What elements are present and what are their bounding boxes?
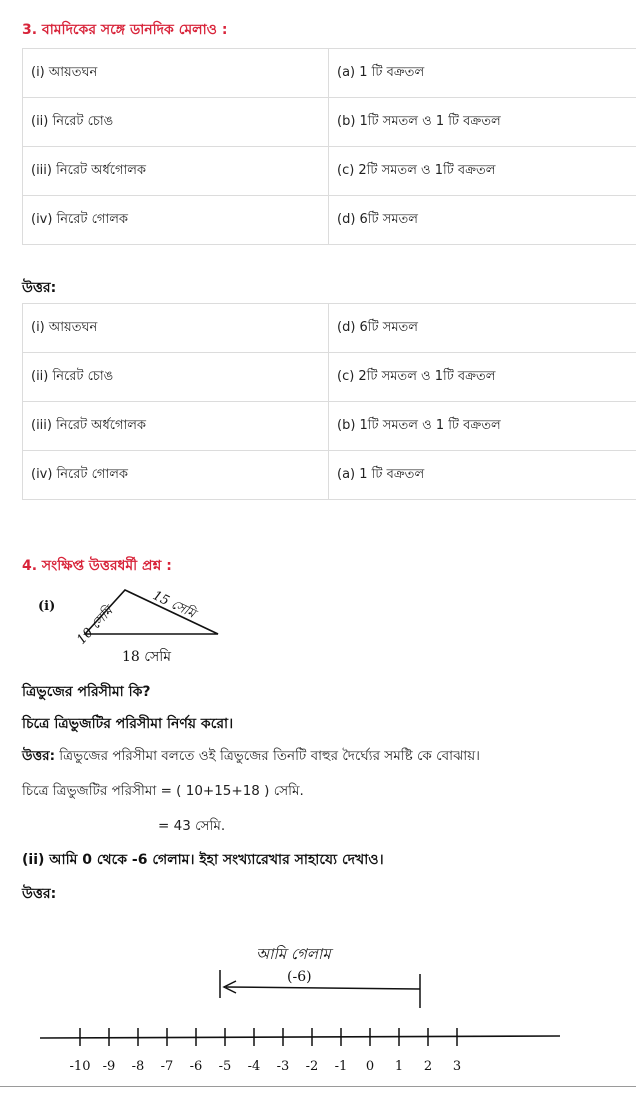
number-line-tick-label: -3 xyxy=(276,1059,290,1074)
right-cell: (c) 2টি সমতল ও 1টি বক্রতল xyxy=(329,147,636,196)
number-line-tick-label: -5 xyxy=(218,1059,232,1074)
left-cell: (i) আয়তঘন xyxy=(23,304,329,353)
triangle-side-b: 15 সেমি xyxy=(150,588,198,622)
number-line-tick-label: -7 xyxy=(160,1059,174,1074)
triangle-item-label: (i) xyxy=(38,599,56,614)
left-cell: (ii) নিরেট চোঙ xyxy=(23,353,329,402)
table-row xyxy=(23,98,636,147)
left-cell: (iii) নিরেট অর্ধগোলক xyxy=(23,402,329,451)
answer-text: ত্রিভুজের পরিসীমা বলতে ওই ত্রিভুজের তিনটি বাহুর দৈর্ঘ্যের সমষ্টি কে বোঝায়। xyxy=(59,748,480,764)
right-cell: (a) 1 টি বক্রতল xyxy=(329,451,636,500)
q3-answer-label: উত্তর: xyxy=(22,280,57,296)
q3-title: 3. বামদিকের সঙ্গে ডানদিক মেলাও : xyxy=(22,22,228,38)
number-line-tick-label: -9 xyxy=(102,1059,116,1074)
table-row xyxy=(23,353,636,402)
answer-label-2: উত্তর: xyxy=(22,886,57,902)
left-cell: (iv) নিরেট গোলক xyxy=(23,196,329,245)
left-cell: (i) আয়তঘন xyxy=(23,49,329,98)
right-cell: (c) 2টি সমতল ও 1টি বক্রতল xyxy=(329,353,636,402)
number-line-annotation-1: আমি গেলাম xyxy=(256,945,331,963)
right-cell: (d) 6টি সমতল xyxy=(329,304,636,353)
left-cell: (ii) নিরেট চোঙ xyxy=(23,98,329,147)
answer-block xyxy=(22,745,480,768)
right-cell: (b) 1টি সমতল ও 1 টি বক্রতল xyxy=(329,402,636,451)
answer-table xyxy=(22,303,636,500)
number-line-tick-label: 1 xyxy=(394,1059,404,1074)
answer-label: উত্তর: xyxy=(22,748,55,764)
right-cell: (d) 6টি সমতল xyxy=(329,196,636,245)
number-line-tick-label: -1 xyxy=(334,1059,348,1074)
number-line-axis xyxy=(40,1036,560,1038)
number-line-tick-label: 0 xyxy=(365,1059,375,1074)
matching-table xyxy=(22,48,636,245)
right-cell: (b) 1টি সমতল ও 1 টি বক্রতল xyxy=(329,98,636,147)
question-ii: (ii) আমি 0 থেকে -6 গেলাম। ইহা সংখ্যারেখার সাহায্যে দেখাও। xyxy=(22,852,384,868)
triangle-side-a: 10 সেমি xyxy=(74,604,117,648)
triangle-figure xyxy=(30,584,250,670)
q4-title: 4. সংক্ষিপ্ত উত্তরধর্মী প্রশ্ন : xyxy=(22,558,172,574)
jump-arrow xyxy=(226,987,420,989)
table-row xyxy=(23,147,636,196)
calc-line-1: চিত্রে ত্রিভুজটির পরিসীমা = ( 10+15+18 ) সেমি. xyxy=(22,783,304,799)
question-2: চিত্রে ত্রিভুজটির পরিসীমা নির্ণয় করো। xyxy=(22,716,234,732)
right-cell: (a) 1 টি বক্রতল xyxy=(329,49,636,98)
table-row xyxy=(23,304,636,353)
number-line-annotation-2: (-6) xyxy=(287,969,312,985)
number-line-figure xyxy=(0,912,636,1082)
calc-line-2: = 43 সেমি. xyxy=(158,818,226,834)
left-cell: (iii) নিরেট অর্ধগোলক xyxy=(23,147,329,196)
number-line-tick-label: 2 xyxy=(423,1059,433,1074)
number-line-tick-label: -6 xyxy=(189,1059,203,1074)
number-line-ticks xyxy=(70,1028,462,1074)
number-line-tick-label: -8 xyxy=(131,1059,145,1074)
triangle-side-c: 18 সেমি xyxy=(122,649,171,665)
table-row xyxy=(23,451,636,500)
table-row xyxy=(23,402,636,451)
number-line-tick-label: -10 xyxy=(69,1059,91,1074)
question-1: ত্রিভুজের পরিসীমা কি? xyxy=(22,684,151,700)
number-line-tick-label: 3 xyxy=(452,1059,462,1074)
number-line-tick-label: -4 xyxy=(247,1059,261,1074)
divider xyxy=(0,1086,636,1087)
table-row xyxy=(23,49,636,98)
left-cell: (iv) নিরেট গোলক xyxy=(23,451,329,500)
number-line-tick-label: -2 xyxy=(305,1059,319,1074)
table-row xyxy=(23,196,636,245)
